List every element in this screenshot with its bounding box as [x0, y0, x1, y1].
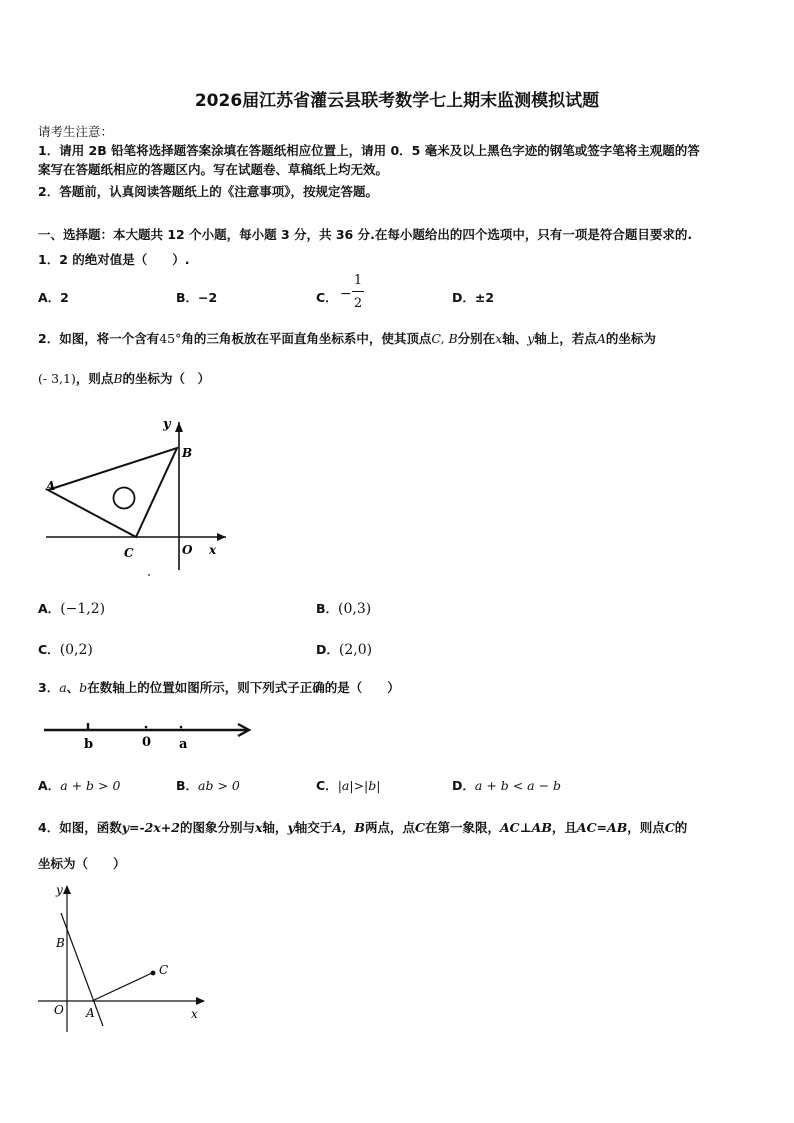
q2-stem-line1: 2．如图，将一个含有45°角的三角板放在平面直角坐标系中，使其顶点C, B分别在x轴、y轴上，若点A的坐标为 — [38, 331, 656, 346]
notice-line-1a: 1．请用 2B 铅笔将选择题答案涂填在答题纸相应位置上，请用 0．5 毫米及以上黑色字迹的钢笔或签字笔将主观题的答 — [38, 143, 700, 158]
q2-x-arrow — [217, 533, 226, 541]
q3-option-b: B．ab > 0 — [176, 778, 240, 793]
q2-option-b: B．(0,3) — [316, 601, 372, 617]
q3-option-d: D．a + b < a − b — [452, 778, 562, 793]
q3-tick-zero — [145, 726, 148, 729]
q4-label-x: x — [191, 1007, 198, 1021]
q1-option-c-denominator: 2 — [353, 296, 363, 311]
notice-heading: 请考生注意： — [38, 124, 114, 139]
q2-triangle — [48, 448, 177, 537]
q2-label-a: A — [46, 479, 56, 493]
q4-label-y: y — [56, 883, 63, 897]
q2-stray-dot — [148, 574, 150, 576]
q1-option-b: B．−2 — [176, 290, 218, 305]
q2-triangle-hole — [114, 488, 135, 509]
q2-label-c: C — [124, 546, 134, 560]
q4-stem-line2: 坐标为（ ） — [38, 856, 126, 871]
q1-option-a: A．2 — [38, 290, 69, 305]
q4-label-c: C — [159, 963, 169, 977]
q3-stem: 3．a、b在数轴上的位置如图所示，则下列式子正确的是（ ） — [38, 680, 400, 695]
q3-number-line — [40, 716, 256, 752]
q1-stem: 1．2 的绝对值是（ ）. — [38, 252, 190, 267]
notice-line-2: 2．答题前，认真阅读答题纸上的《注意事项》，按规定答题。 — [38, 184, 378, 199]
q3-label-b: b — [84, 737, 94, 752]
q3-label-zero: 0 — [142, 735, 152, 750]
q4-point-c — [151, 971, 156, 976]
q2-label-x: x — [209, 543, 217, 557]
q4-x-arrow — [196, 997, 205, 1005]
q3-option-c: C．|a|>|b| — [316, 778, 381, 793]
q2-label-y: y — [163, 417, 171, 432]
q2-label-o: O — [182, 543, 193, 557]
q1-option-d: D．±2 — [452, 290, 495, 305]
q3-tick-a — [180, 726, 183, 729]
q3-label-a: a — [179, 737, 188, 752]
q4-label-a: A — [86, 1006, 95, 1020]
q2-y-arrow — [175, 422, 183, 432]
q4-segment-ac — [92, 973, 152, 1001]
q4-y-arrow — [63, 885, 71, 894]
q2-stem-line2: (- 3,1)，则点B的坐标为（ ） — [38, 371, 211, 386]
q2-option-c: C．(0,2) — [38, 642, 93, 658]
q2-label-b: B — [182, 446, 193, 460]
q4-label-o: O — [54, 1003, 64, 1017]
q2-option-a: A．(−1,2) — [38, 601, 106, 617]
q3-option-a: A．a + b > 0 — [38, 778, 121, 793]
q1-option-c-numerator: 1 — [353, 273, 363, 288]
page-title: 2026届江苏省灌云县联考数学七上期末监测模拟试题 — [194, 91, 600, 111]
q4-figure — [34, 880, 214, 1040]
notice-line-1b: 案写在答题纸相应的答题区内。写在试题卷、草稿纸上均无效。 — [38, 162, 389, 177]
q2-figure — [38, 410, 238, 580]
q4-stem-line1: 4．如图，函数y=-2x+2的图象分别与x轴，y轴交于A，B两点，点C在第一象限，AC⊥AB，且AC=AB，则点C的 — [38, 820, 688, 835]
q4-label-b: B — [56, 936, 65, 950]
q1-option-c-sign: − — [340, 286, 352, 302]
q1-fraction-bar — [352, 291, 364, 292]
q2-option-d: D．(2,0) — [316, 642, 373, 658]
section-heading: 一、选择题：本大题共 12 个小题，每小题 3 分，共 36 分.在每小题给出的四个选项中，只有一项是符合题目要求的. — [38, 227, 693, 242]
q1-option-c-label: C． — [316, 290, 338, 305]
